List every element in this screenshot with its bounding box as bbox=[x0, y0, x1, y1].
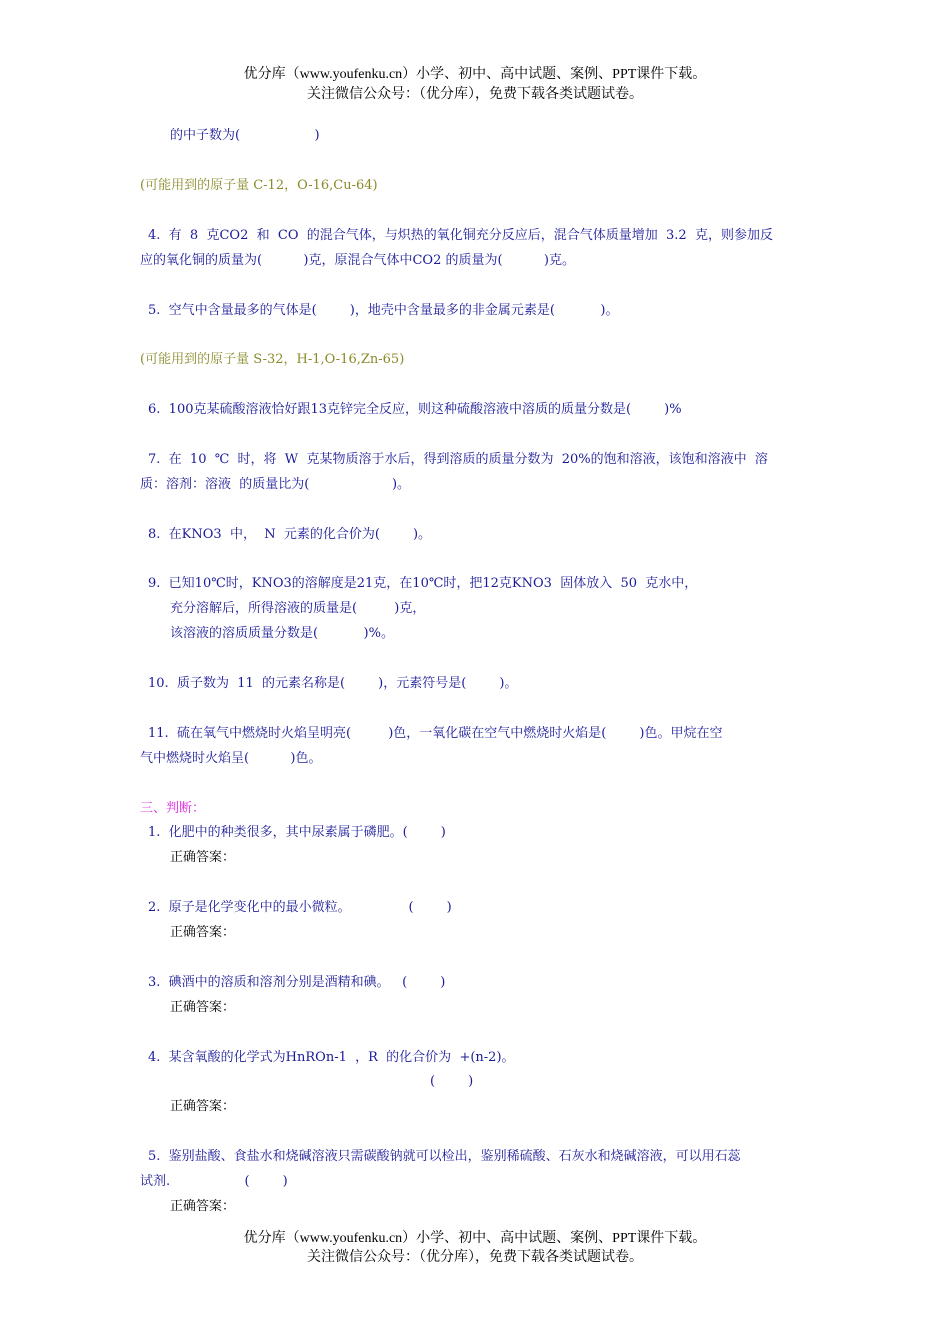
judgement-5-answer-label: 正确答案： bbox=[170, 1199, 236, 1214]
question-9-line-2: 充分溶解后，所得溶液的质量是( )克， bbox=[170, 601, 426, 616]
question-11-line-1: 11. 硫在氧气中燃烧时火焰呈明亮( )色，一氧化碳在空气中燃烧时火焰是( )色。甲烷在空 bbox=[148, 726, 723, 741]
question-9-line-1: 9. 已知10℃时，KNO3的溶解度是21克，在10℃时，把12克KNO3 固体放入 50 克水中， bbox=[148, 576, 698, 591]
question-7-line-2: 质：溶剂：溶液 的质量比为( )。 bbox=[140, 477, 411, 492]
footer-line-1: 优分库（www.youfenku.cn）小学、初中、高中试题、案例、PPT课件下载。 bbox=[243, 1231, 707, 1246]
judgement-4-paren: ( ) bbox=[430, 1074, 474, 1089]
question-9-line-3: 该溶液的溶质质量分数是( )%。 bbox=[170, 626, 394, 641]
footer-line-2: 关注微信公众号：（优分库），免费下载各类试题试卷。 bbox=[307, 1250, 643, 1265]
atomic-mass-note-2: (可能用到的原子量 S-32，H-1,O-16,Zn-65) bbox=[140, 352, 405, 367]
judgement-1-answer-label: 正确答案： bbox=[170, 850, 236, 865]
judgement-5-line-2: 试剂. ( ) bbox=[140, 1174, 288, 1189]
judgement-4: 4. 某含氧酸的化学式为HnROn-1 ，R 的化合价为 +(n-2)。 bbox=[148, 1050, 515, 1065]
question-6: 6. 100克某硫酸溶液恰好跟13克锌完全反应，则这种硫酸溶液中溶质的质量分数是( )% bbox=[148, 402, 682, 417]
judgement-5-line-1: 5. 鉴别盐酸、食盐水和烧碱溶液只需碳酸钠就可以检出，鉴别稀硫酸、石灰水和烧碱溶液，可以用石蕊 bbox=[148, 1149, 741, 1164]
judgement-1: 1. 化肥中的种类很多，其中尿素属于磷肥。( ) bbox=[148, 825, 446, 840]
judgement-3: 3. 碘酒中的溶质和溶剂分别是酒精和碘。 ( ) bbox=[148, 975, 446, 990]
question-4-line-2: 应的氧化铜的质量为( )克，原混合气体中CO2 的质量为( )克。 bbox=[140, 253, 575, 268]
header-line-1: 优分库（www.youfenku.cn）小学、初中、高中试题、案例、PPT课件下载。 bbox=[243, 67, 707, 82]
question-5: 5. 空气中含量最多的气体是( )，地壳中含量最多的非金属元素是( )。 bbox=[148, 303, 619, 318]
question-3-tail: 的中子数为( ) bbox=[170, 128, 320, 143]
question-10: 10. 质子数为 11 的元素名称是( )，元素符号是( )。 bbox=[148, 676, 518, 691]
judgement-2: 2. 原子是化学变化中的最小微粒。 ( ) bbox=[148, 900, 452, 915]
question-7-line-1: 7. 在 10 ℃ 时，将 W 克某物质溶于水后，得到溶质的质量分数为 20%的饱和溶液，该饱和溶液中 溶 bbox=[148, 452, 768, 467]
question-11-line-2: 气中燃烧时火焰呈( )色。 bbox=[140, 751, 322, 766]
question-8: 8. 在KNO3 中， N 元素的化合价为( )。 bbox=[148, 527, 432, 542]
section-3-heading: 三、判断： bbox=[140, 801, 206, 816]
header-line-2: 关注微信公众号：（优分库），免费下载各类试题试卷。 bbox=[307, 87, 643, 102]
judgement-3-answer-label: 正确答案： bbox=[170, 1000, 236, 1015]
atomic-mass-note-1: (可能用到的原子量 C-12，O-16,Cu-64) bbox=[140, 178, 378, 193]
question-4-line-1: 4. 有 8 克CO2 和 CO 的混合气体，与炽热的氧化铜充分反应后，混合气体质量增加 3.2 克，则参加反 bbox=[148, 228, 773, 243]
judgement-2-answer-label: 正确答案： bbox=[170, 925, 236, 940]
judgement-4-answer-label: 正确答案： bbox=[170, 1099, 236, 1114]
